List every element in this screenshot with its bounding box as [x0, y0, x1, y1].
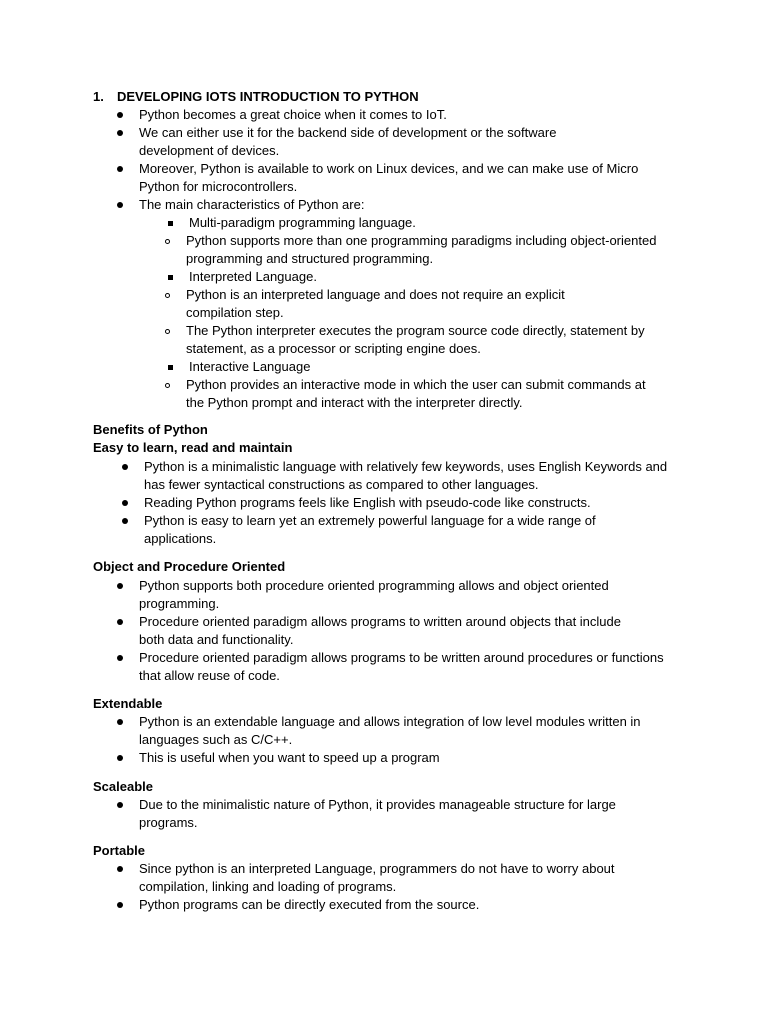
bullet-icon — [117, 112, 123, 118]
oop-list — [139, 577, 674, 685]
section-title — [93, 88, 693, 106]
bullet-icon — [117, 755, 123, 761]
benefits-heading: Benefits of Python — [93, 422, 208, 437]
bullet-icon — [117, 583, 123, 589]
list-item: We can either use it for the backend side of development or the software development of devices. — [139, 124, 679, 160]
list-item: Procedure oriented paradigm allows programs to be written around procedures or functions that allow reuse of code. — [139, 649, 674, 685]
bullet-icon — [117, 202, 123, 208]
list-item: Python is an interpreted language and does not require an explicit compilation step. — [186, 286, 676, 322]
bullet-icon — [122, 500, 128, 506]
square-bullet-icon — [168, 365, 173, 370]
extendable-list — [139, 713, 649, 767]
bullet-icon — [117, 655, 123, 661]
square-bullet-icon — [168, 221, 173, 226]
section-number: 1. — [93, 89, 104, 104]
extendable-heading: Extendable — [93, 696, 163, 711]
oop-heading: Object and Procedure Oriented — [93, 559, 286, 574]
list-item: The main characteristics of Python are: — [139, 196, 679, 214]
list-item: Multi-paradigm programming language. — [186, 214, 676, 232]
bullet-icon — [117, 802, 123, 808]
scaleable-list — [139, 796, 674, 832]
list-item: Python provides an interactive mode in which the user can submit commands at the Python prompt and interact with the interpreter directly. — [186, 376, 676, 412]
characteristics-list — [186, 214, 676, 412]
list-item: Python is easy to learn yet an extremely powerful language for a wide range of applications. — [144, 512, 674, 548]
list-item: Python supports more than one programming paradigms including object-oriented programming and structured programming. — [186, 232, 676, 268]
bullet-icon — [117, 902, 123, 908]
bullet-icon — [117, 719, 123, 725]
circle-bullet-icon — [165, 293, 170, 298]
list-item: This is useful when you want to speed up a program — [139, 749, 649, 767]
list-item: Interpreted Language. — [186, 268, 676, 286]
list-item: Python programs can be directly executed from the source. — [139, 896, 674, 914]
bullet-icon — [117, 166, 123, 172]
list-item: Moreover, Python is available to work on Linux devices, and we can make use of Micro Python for microcontrollers. — [139, 160, 679, 196]
bullet-icon — [122, 464, 128, 470]
circle-bullet-icon — [165, 239, 170, 244]
square-bullet-icon — [168, 275, 173, 280]
portable-list — [139, 860, 674, 914]
circle-bullet-icon — [165, 383, 170, 388]
list-item: Python is an extendable language and allows integration of low level modules written in languages such as C/C++. — [139, 713, 649, 749]
list-item: Since python is an interpreted Language, programmers do not have to worry about compilation, linking and loading of programs. — [139, 860, 674, 896]
bullet-icon — [117, 619, 123, 625]
list-item: Python is a minimalistic language with relatively few keywords, uses English Keywords and has fewer syntactical constructions as compared to other languages. — [144, 458, 674, 494]
portable-heading: Portable — [93, 843, 146, 858]
intro-list — [139, 106, 679, 214]
circle-bullet-icon — [165, 329, 170, 334]
easy-list — [144, 458, 674, 548]
bullet-icon — [117, 866, 123, 872]
list-item: Due to the minimalistic nature of Python, it provides manageable structure for large programs. — [139, 796, 674, 832]
list-item: Interactive Language — [186, 358, 676, 376]
easy-heading: Easy to learn, read and maintain — [93, 440, 293, 455]
list-item: Python becomes a great choice when it comes to IoT. — [139, 106, 679, 124]
section-title-text: DEVELOPING IOTS INTRODUCTION TO PYTHON — [117, 89, 419, 104]
bullet-icon — [122, 518, 128, 524]
list-item: Procedure oriented paradigm allows programs to written around objects that include both data and functionality. — [139, 613, 674, 649]
scaleable-heading: Scaleable — [93, 779, 153, 794]
bullet-icon — [117, 130, 123, 136]
list-item: Python supports both procedure oriented programming allows and object oriented programming. — [139, 577, 674, 613]
list-item: Reading Python programs feels like English with pseudo-code like constructs. — [144, 494, 674, 512]
list-item: The Python interpreter executes the program source code directly, statement by statement, as a processor or scripting engine does. — [186, 322, 676, 358]
